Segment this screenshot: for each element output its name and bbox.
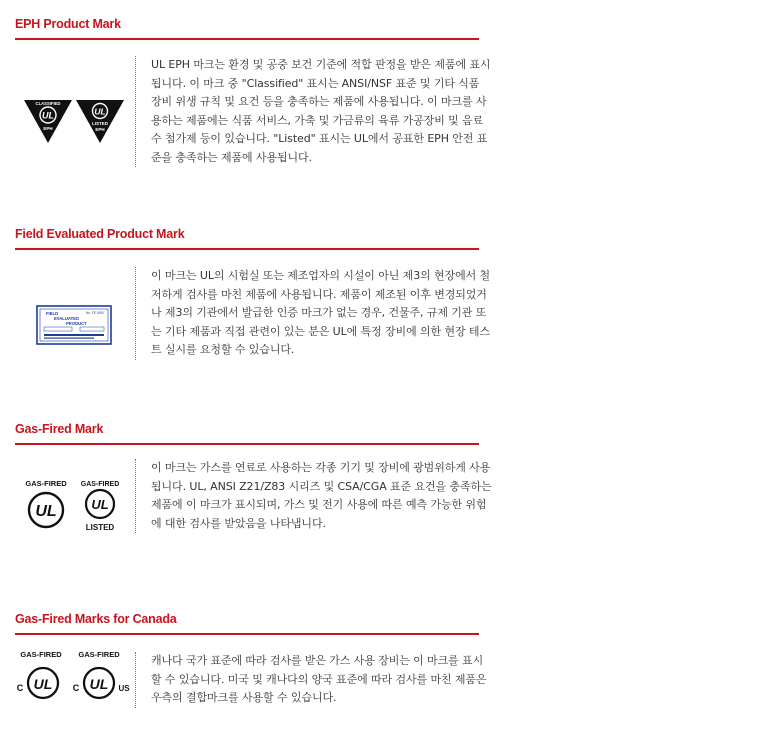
- eph-mark-logo: [15, 62, 133, 182]
- svg-text:EPH: EPH: [95, 127, 105, 132]
- section-description: 이 마크는 가스를 연료로 사용하는 각종 기기 및 장비에 광범위하게 사용됩니다. UL, ANSI Z21/Z83 시리즈 및 CSA/CGA 표준 요건을 충족하는 제품에 이 마크가 표시되며, 가스 및 전기 사용에 따른 예측 가능한 위험에 대한 검사를 받았음을 나타냅니다.: [135, 459, 493, 533]
- gas-fired-listed-mark: [81, 481, 120, 532]
- svg-text:GAS-FIRED: GAS-FIRED: [20, 650, 62, 659]
- section-gas-fired: [15, 421, 492, 555]
- svg-text:UL: UL: [35, 503, 57, 520]
- section-gas-fired-canada: [15, 611, 487, 735]
- gas-fired-ul-mark: [25, 479, 67, 527]
- svg-text:CLASSIFIED: CLASSIFIED: [35, 101, 61, 106]
- svg-text:UL: UL: [94, 106, 106, 117]
- section-eph: [15, 16, 491, 190]
- eph-listed-mark: [76, 100, 124, 143]
- section-field-evaluated: [15, 226, 491, 380]
- svg-text:GAS-FIRED: GAS-FIRED: [80, 481, 120, 488]
- section-title: Field Evaluated Product Mark: [15, 227, 185, 241]
- svg-text:EPH: EPH: [43, 126, 53, 131]
- svg-text:C: C: [16, 683, 24, 693]
- section-title: Gas-Fired Marks for Canada: [15, 612, 177, 626]
- svg-text:C: C: [72, 683, 80, 693]
- gas-fired-c-ul-us-mark: [73, 650, 130, 698]
- svg-text:EVALUATED: EVALUATED: [54, 316, 79, 321]
- svg-text:No. FE 0000: No. FE 0000: [86, 311, 104, 315]
- eph-classified-mark: [24, 100, 72, 143]
- svg-text:LISTED: LISTED: [85, 523, 115, 532]
- svg-text:UL: UL: [33, 676, 53, 692]
- section-description: 이 마크는 UL의 시험실 또는 제조업자의 시설이 아닌 제3의 현장에서 철저하게 검사를 마친 제품에 사용됩니다. 제품이 제조된 이후 변경되었거나 제3의 기관에서 발급한 인증 마크가 없는 경우, 건물주, 규제 기관 또는 기타 제품과 직접 관련이 있는 분은 UL에 특정 장비에 의한 현장 테스트 실시를 요청할 수 있습니다.: [135, 267, 493, 360]
- svg-text:UL: UL: [89, 676, 109, 692]
- svg-text:US: US: [118, 684, 130, 693]
- svg-text:PRODUCT: PRODUCT: [66, 321, 87, 326]
- section-description: 캐나다 국가 표준에 따라 검사를 받은 가스 사용 장비는 이 마크를 표시할 수 있습니다. 미국 및 캐나다의 양국 표준에 따라 검사를 마친 제품은 우측의 결합마크를 사용할 수 있습니다.: [135, 652, 493, 708]
- svg-text:UL: UL: [42, 110, 54, 121]
- svg-text:GAS-FIRED: GAS-FIRED: [25, 479, 67, 488]
- svg-text:UL: UL: [91, 497, 109, 512]
- section-description: UL EPH 마크는 환경 및 공중 보건 기준에 적합 판정을 받은 제품에 표시됩니다. 이 마크 중 "Classified" 표시는 ANSI/NSF 표준 및 기타 식품 장비 위생 규칙 및 요건 등을 충족하는 제품에 사용됩니다. 이 마크를 사용하는 제품에는 식품 서비스, 가축 및 가금류의 육류 가공장비 및 음료수 첨가제 등이 있습니다. "Listed" 표시는 UL에서 공표한 EPH 안전 표준을 충족하는 제품에 사용됩니다.: [135, 56, 493, 167]
- svg-text:GAS-FIRED: GAS-FIRED: [78, 650, 120, 659]
- gas-fired-mark-logo: [15, 463, 133, 553]
- gas-fired-canada-mark-logo: [15, 641, 133, 713]
- gas-fired-c-ul-mark: [17, 650, 62, 698]
- section-title: EPH Product Mark: [15, 17, 121, 31]
- section-title: Gas-Fired Mark: [15, 422, 104, 436]
- field-evaluated-mark-logo: [15, 270, 133, 380]
- svg-text:FIELD: FIELD: [46, 311, 59, 316]
- svg-text:LISTED: LISTED: [91, 121, 109, 126]
